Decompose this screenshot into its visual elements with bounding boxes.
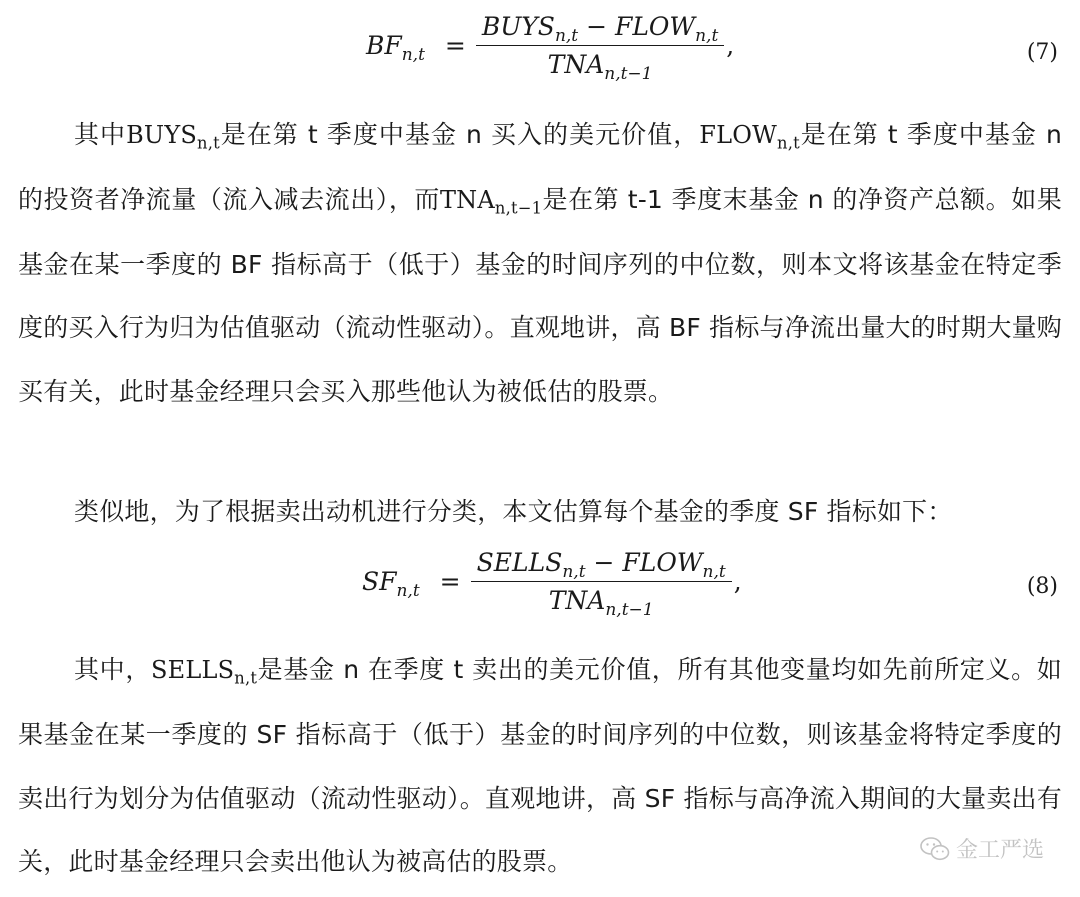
equation-7-formula	[366, 12, 735, 84]
watermark	[920, 833, 1044, 864]
paragraph-3: 其中，$SELLS_{n,t}$是基金 n 在季度 t 卖出的美元价值，所有其他变量均如先前所定义。如果基金在某一季度的 SF 指标高于（低于）基金的时间序列的中位数，则该基金将特定季度的卖出行为划分为估值驱动（流动性驱动）。直观地讲，高 SF 指标与高净流入期间的大量卖出有关，此时基金经理只会卖出他认为被高估的股票。	[18, 655, 1063, 877]
equation-7-lhs: $BF_{n,t}$	[366, 31, 425, 65]
wechat-icon	[920, 836, 950, 862]
equation-8-lhs: $SF_{n,t}$	[362, 567, 420, 601]
equals-sign: =	[444, 31, 466, 60]
var-sells: $SELLS_{n,t}$	[151, 656, 258, 688]
equation-8-comma: ,	[733, 567, 742, 596]
var-tna: $TNA_{n,t-1}$	[439, 185, 543, 218]
equation-8-denominator: $TNA_{n,t-1}$	[548, 586, 654, 620]
equation-8-numerator: $SELLS_{n,t}$ − $FLOW_{n,t}$	[471, 548, 732, 582]
equation-7-numerator: $BUYS_{n,t}$ − $FLOW_{n,t}$	[476, 12, 724, 46]
equation-7-comma: ,	[726, 31, 735, 60]
equation-8-formula	[362, 548, 742, 620]
equation-8-fraction	[471, 548, 732, 620]
equals-sign: =	[439, 567, 461, 596]
paragraph-2: 类似地，为了根据卖出动机进行分类，本文估算每个基金的季度 SF 指标如下：	[74, 497, 953, 526]
equation-8	[18, 548, 1062, 628]
var-buys: $BUYS_{n,t}$	[126, 121, 220, 153]
equation-7	[18, 12, 1062, 92]
equation-7-denominator: $TNA_{n,t-1}$	[547, 50, 653, 84]
equation-7-fraction	[476, 12, 724, 84]
watermark-text: 金工严选	[955, 838, 1044, 863]
equation-7-number: (7)	[1026, 40, 1058, 65]
paragraph-1: 其中$BUYS_{n,t}$是在第 t 季度中基金 n 买入的美元价值，$FLOW_{n,t}$是在第 t 季度中基金 n 的投资者净流量（流入减去流出），而$TNA_{n,t-1}$是在第 t-1 季度末基金 n 的净资产总额。如果基金在某一季度的 BF 指标高于（低于）基金的时间序列的中位数，则本文将该基金在特定季度的买入行为归为估值驱动（流动性驱动）。直观地讲，高 BF 指标与净流出量大的时期大量购买有关，此时基金经理只会买入那些他认为被低估的股票。	[18, 120, 1062, 407]
var-flow: $FLOW_{n,t}$	[699, 121, 800, 153]
equation-8-number: (8)	[1026, 574, 1058, 599]
